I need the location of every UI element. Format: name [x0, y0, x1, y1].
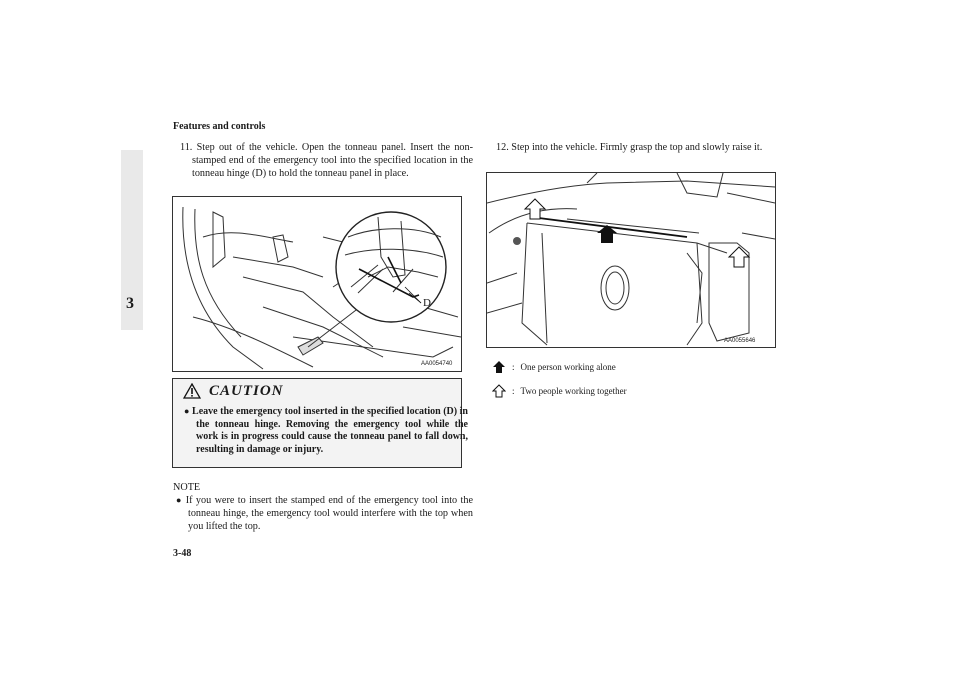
legend-text: One person working alone: [520, 362, 616, 372]
note-body: If you were to insert the stamped end of the emergency tool into the tonneau hinge, the emergency tool would interfere with the top when you lifted the top.: [185, 495, 474, 532]
outline-arrow-up-icon: [525, 199, 545, 219]
caution-header: [183, 383, 284, 399]
step-12-text: 12. Step into the vehicle. Firmly grasp the top and slowly raise it.: [496, 142, 763, 153]
caution-title: CAUTION: [209, 382, 284, 399]
figure-code: AA0055646: [724, 338, 756, 344]
filled-arrow-up-icon: [492, 360, 506, 374]
tonneau-hinge-illustration: [173, 197, 461, 371]
caution-box: [172, 378, 468, 468]
legend-item-two-people: [492, 384, 627, 398]
figure-code: AA0054740: [421, 361, 453, 367]
note-title: NOTE: [173, 482, 201, 493]
label-d: D: [423, 297, 431, 309]
section-number: 3: [126, 295, 134, 312]
caution-bullet: ●: [184, 406, 190, 416]
note-bullet: ●: [176, 495, 183, 505]
caution-text: [184, 405, 468, 456]
raising-top-illustration: [487, 173, 775, 347]
page-number: 3-48: [173, 548, 192, 559]
legend-item-one-person: [492, 360, 616, 374]
legend-colon: :: [512, 386, 515, 396]
caution-body: Leave the emergency tool inserted in the specified location (D) in the tonneau hinge. Removing the emergency tool while the work is in progress could cause the tonneau panel to fall down, resulting in damage or injury.: [192, 406, 468, 455]
note-text: [176, 494, 473, 533]
outline-arrow-up-icon: [492, 384, 506, 398]
page-header: Features and controls: [173, 121, 266, 132]
legend-colon: :: [512, 362, 515, 372]
warning-triangle-icon: [183, 383, 201, 399]
step-11-text: 11. Step out of the vehicle. Open the tonneau panel. Insert the non-stamped end of the emergency tool into the specified location in the tonneau hinge (D) to hold the tonneau panel in place.: [180, 142, 473, 179]
figure-tonneau-hinge: [172, 196, 462, 372]
legend-text: Two people working together: [520, 386, 627, 396]
figure-raising-top: [486, 172, 776, 348]
